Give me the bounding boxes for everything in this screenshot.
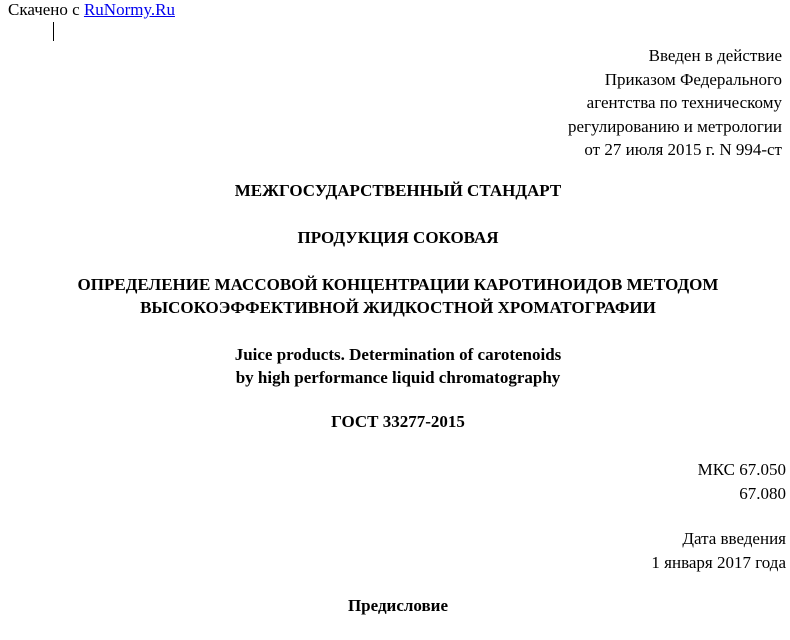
source-link[interactable]: RuNormy.Ru	[83, 0, 175, 19]
enactment-block	[568, 44, 782, 162]
english-title	[0, 343, 790, 389]
enactment-line: Введен в действие	[648, 46, 782, 65]
classification-codes	[698, 458, 786, 505]
foreword-heading: Предисловие	[347, 596, 449, 615]
method-heading-line: ВЫСОКОЭФФЕКТИВНОЙ ЖИДКОСТНОЙ ХРОМАТОГРАФИИ	[140, 298, 656, 317]
introduction-date-value: 1 января 2017 года	[651, 552, 786, 572]
classification-line: 67.080	[739, 483, 786, 503]
enactment-line: регулированию и метрологии	[567, 116, 782, 136]
introduction-date-label: Дата введения	[682, 529, 786, 548]
enactment-line: Приказом Федерального	[604, 69, 782, 89]
method-heading	[0, 273, 790, 319]
gost-number: ГОСТ 33277-2015	[331, 412, 465, 431]
introduction-date-block	[651, 527, 786, 574]
method-heading-line: ОПРЕДЕЛЕНИЕ МАССОВОЙ КОНЦЕНТРАЦИИ КАРОТИНОИДОВ МЕТОДОМ	[77, 275, 719, 294]
english-title-line: by high performance liquid chromatography	[235, 368, 561, 387]
product-heading: ПРОДУКЦИЯ СОКОВАЯ	[297, 228, 499, 247]
classification-line: МКС 67.050	[697, 460, 786, 479]
enactment-line: агентства по техническому	[586, 93, 782, 112]
text-cursor	[53, 22, 54, 41]
english-title-line: Juice products. Determination of carotenoids	[234, 345, 562, 364]
source-prefix: Скачено с	[8, 0, 84, 19]
enactment-line: от 27 июля 2015 г. N 994-ст	[584, 140, 782, 159]
source-line	[8, 0, 175, 20]
standard-type-heading: МЕЖГОСУДАРСТВЕННЫЙ СТАНДАРТ	[234, 181, 562, 200]
